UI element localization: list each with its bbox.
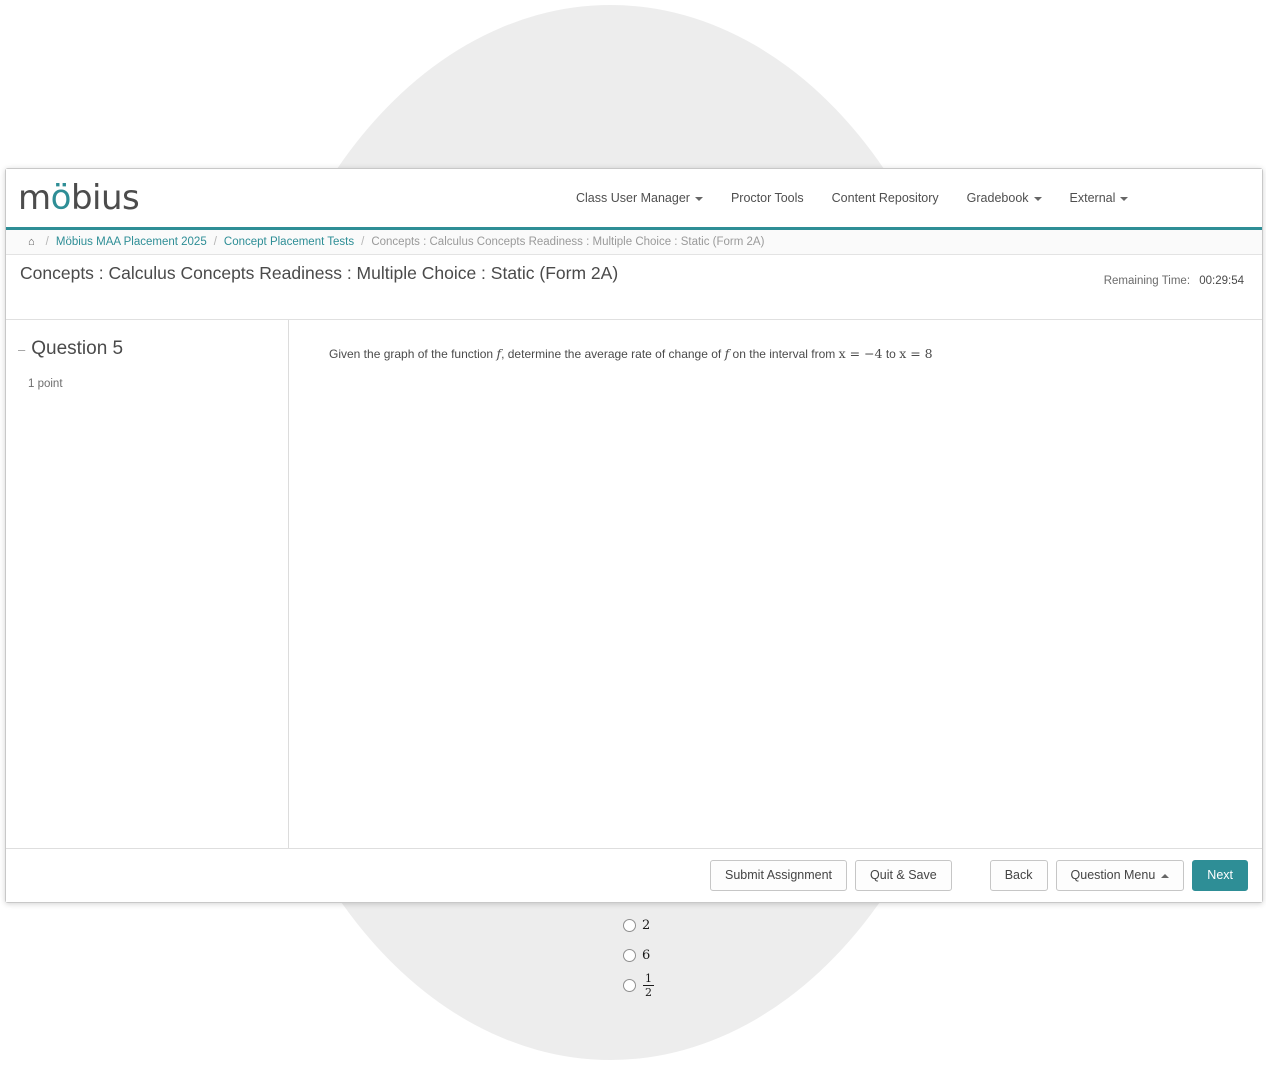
answer-choice-d[interactable] [623,940,1043,970]
brand-logo-container[interactable] [18,169,139,227]
fraction-one-half [643,973,654,998]
question-points: 1 point [28,378,63,390]
collapse-toggle-icon[interactable]: – [18,341,26,357]
question-sidebar [6,320,289,852]
answer-choice-d-label: 6 [642,947,651,963]
next-button[interactable]: Next [1192,860,1248,891]
prompt-math-interval-start: x = −4 [838,346,883,361]
nav-item-label: External [1069,191,1116,205]
back-button[interactable]: Back [990,860,1048,891]
top-navigation-bar [6,169,1262,230]
breadcrumb-separator: / [45,236,49,248]
question-menu-label: Question Menu [1070,868,1156,882]
radio-button-d[interactable] [623,949,636,962]
nav-menu [562,169,1142,227]
breadcrumb-item-placement[interactable]: Möbius MAA Placement 2025 [55,236,207,248]
assignment-footer [6,848,1262,902]
mobius-logo: möbius [18,178,140,218]
remaining-time [1104,275,1244,287]
radio-button-c[interactable] [623,919,636,932]
fraction-denominator: 2 [645,985,652,999]
question-menu-button[interactable] [1056,860,1185,891]
answer-choice-e[interactable] [623,970,1043,1000]
nav-item-proctor-tools[interactable]: Proctor Tools [730,191,804,205]
breadcrumb-item-concept-tests[interactable]: Concept Placement Tests [223,236,355,248]
fraction-numerator: 1 [645,971,652,985]
prompt-part-4: to [882,347,900,361]
prompt-part-2: , determine the average rate of change of [501,347,725,361]
breadcrumb-separator: / [361,236,365,248]
title-row [6,255,1262,320]
prompt-math-interval-end: x = 8 [899,346,933,361]
nav-item-external[interactable] [1056,169,1143,227]
answer-choice-e-label [642,973,655,998]
answer-choice-c[interactable] [623,910,1043,940]
answer-choice-c-label: 2 [642,917,651,933]
nav-item-label: Class User Manager [576,191,690,205]
question-header [6,338,288,360]
submit-assignment-button[interactable]: Submit Assignment [710,860,847,891]
question-prompt [329,345,1242,364]
quit-and-save-button[interactable]: Quit & Save [855,860,952,891]
nav-item-content-repository[interactable]: Content Repository [831,191,939,205]
breadcrumb-separator: / [213,236,217,248]
chevron-up-icon [1161,874,1169,878]
remaining-time-value: 00:29:54 [1199,275,1244,287]
nav-item-label: Gradebook [966,191,1029,205]
nav-item-class-user-manager[interactable] [562,169,717,227]
mobius-app-window [5,168,1263,999]
chevron-down-icon [1120,197,1128,201]
breadcrumb-item-current: Concepts : Calculus Concepts Readiness : Multiple Choice : Static (Form 2A) [371,236,765,248]
chevron-down-icon [1034,197,1042,201]
radio-button-e[interactable] [623,979,636,992]
chevron-down-icon [695,197,703,201]
question-title: Question 5 [31,338,124,359]
prompt-math-f2: f [724,346,730,361]
nav-item-gradebook[interactable] [953,169,1056,227]
prompt-part-1: Given the graph of the function [329,347,497,361]
breadcrumb [6,230,1262,255]
page-title: Concepts : Calculus Concepts Readiness : Multiple Choice : Static (Form 2A) [20,263,619,283]
prompt-math-f1: f [496,346,502,361]
home-icon[interactable]: ⌂ [28,236,35,248]
remaining-time-label: Remaining Time: [1103,275,1191,287]
prompt-part-3: on the interval from [729,347,839,361]
